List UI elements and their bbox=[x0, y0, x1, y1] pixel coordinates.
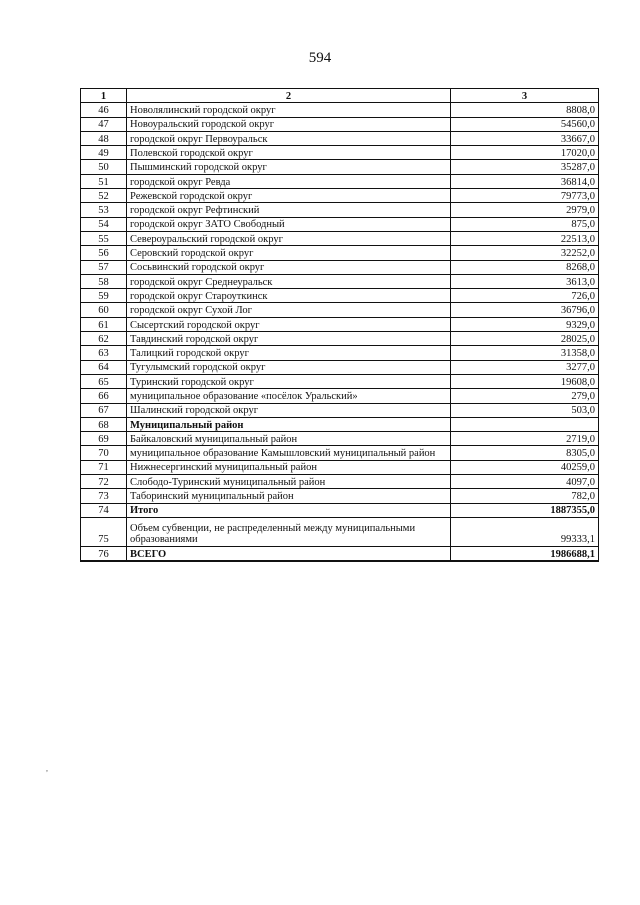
table-row bbox=[81, 217, 599, 231]
table-row bbox=[81, 346, 599, 360]
row-number-cell: 75 bbox=[81, 517, 127, 546]
row-number-cell: 50 bbox=[81, 160, 127, 174]
table-row bbox=[81, 174, 599, 188]
row-name-cell: Слободо-Туринский муниципальный район bbox=[127, 475, 451, 489]
row-value-cell: 782,0 bbox=[451, 489, 599, 503]
row-value-cell: 32252,0 bbox=[451, 246, 599, 260]
table-body bbox=[81, 103, 599, 561]
row-name-cell: Пышминский городской округ bbox=[127, 160, 451, 174]
row-value-cell: 279,0 bbox=[451, 389, 599, 403]
row-number-cell: 46 bbox=[81, 103, 127, 117]
table-row bbox=[81, 317, 599, 331]
row-value-cell: 40259,0 bbox=[451, 460, 599, 474]
row-number-cell: 58 bbox=[81, 274, 127, 288]
row-name-cell: Объем субвенции, не распределенный между муниципальными образованиями bbox=[127, 517, 451, 546]
row-value-cell: 8808,0 bbox=[451, 103, 599, 117]
row-number-cell: 74 bbox=[81, 503, 127, 517]
row-value-cell: 99333,1 bbox=[451, 517, 599, 546]
row-number-cell: 59 bbox=[81, 289, 127, 303]
table-row bbox=[81, 289, 599, 303]
row-number-cell: 52 bbox=[81, 189, 127, 203]
table-header-row bbox=[81, 89, 599, 103]
row-number-cell: 62 bbox=[81, 332, 127, 346]
subvention-table bbox=[80, 88, 599, 562]
row-number-cell: 65 bbox=[81, 374, 127, 388]
table-row bbox=[81, 389, 599, 403]
row-number-cell: 66 bbox=[81, 389, 127, 403]
row-value-cell: 9329,0 bbox=[451, 317, 599, 331]
row-value-cell: 4097,0 bbox=[451, 475, 599, 489]
row-value-cell: 726,0 bbox=[451, 289, 599, 303]
row-name-cell: Новоуральский городской округ bbox=[127, 117, 451, 131]
row-value-cell: 79773,0 bbox=[451, 189, 599, 203]
row-name-cell: городской округ ЗАТО Свободный bbox=[127, 217, 451, 231]
row-name-cell: городской округ Первоуральск bbox=[127, 131, 451, 145]
row-name-cell: Таборинский муниципальный район bbox=[127, 489, 451, 503]
row-value-cell: 875,0 bbox=[451, 217, 599, 231]
page-number: 594 bbox=[308, 50, 332, 66]
row-number-cell: 48 bbox=[81, 131, 127, 145]
row-number-cell: 72 bbox=[81, 475, 127, 489]
row-number-cell: 71 bbox=[81, 460, 127, 474]
table-row bbox=[81, 546, 599, 561]
table-row bbox=[81, 260, 599, 274]
row-value-cell: 31358,0 bbox=[451, 346, 599, 360]
row-number-cell: 68 bbox=[81, 417, 127, 431]
row-value-cell: 8305,0 bbox=[451, 446, 599, 460]
row-name-cell: Муниципальный район bbox=[127, 417, 451, 431]
row-number-cell: 67 bbox=[81, 403, 127, 417]
table-row bbox=[81, 274, 599, 288]
row-value-cell bbox=[451, 417, 599, 431]
row-number-cell: 76 bbox=[81, 546, 127, 561]
row-name-cell: Североуральский городской округ bbox=[127, 231, 451, 245]
scan-mark: , bbox=[46, 764, 48, 773]
table-row bbox=[81, 246, 599, 260]
row-number-cell: 53 bbox=[81, 203, 127, 217]
row-name-cell: муниципальное образование «посёлок Уральский» bbox=[127, 389, 451, 403]
row-number-cell: 54 bbox=[81, 217, 127, 231]
row-number-cell: 60 bbox=[81, 303, 127, 317]
table-row bbox=[81, 446, 599, 460]
row-name-cell: Итого bbox=[127, 503, 451, 517]
row-value-cell: 19608,0 bbox=[451, 374, 599, 388]
table-row bbox=[81, 475, 599, 489]
column-header-2: 2 bbox=[127, 89, 451, 103]
table-row bbox=[81, 460, 599, 474]
row-value-cell: 28025,0 bbox=[451, 332, 599, 346]
row-name-cell: городской округ Рефтинский bbox=[127, 203, 451, 217]
row-number-cell: 61 bbox=[81, 317, 127, 331]
row-number-cell: 47 bbox=[81, 117, 127, 131]
row-name-cell: ВСЕГО bbox=[127, 546, 451, 561]
row-name-cell: городской округ Сухой Лог bbox=[127, 303, 451, 317]
row-value-cell: 36814,0 bbox=[451, 174, 599, 188]
row-number-cell: 49 bbox=[81, 146, 127, 160]
row-number-cell: 56 bbox=[81, 246, 127, 260]
row-name-cell: Тугулымский городской округ bbox=[127, 360, 451, 374]
row-name-cell: Талицкий городской округ bbox=[127, 346, 451, 360]
row-name-cell: Новолялинский городской округ bbox=[127, 103, 451, 117]
row-name-cell: Режевской городской округ bbox=[127, 189, 451, 203]
row-name-cell: муниципальное образование Камышловский муниципальный район bbox=[127, 446, 451, 460]
table-row bbox=[81, 360, 599, 374]
column-header-3: 3 bbox=[451, 89, 599, 103]
table-row bbox=[81, 374, 599, 388]
row-name-cell: Сысертский городской округ bbox=[127, 317, 451, 331]
row-value-cell: 17020,0 bbox=[451, 146, 599, 160]
row-value-cell: 503,0 bbox=[451, 403, 599, 417]
table-row bbox=[81, 160, 599, 174]
table-row bbox=[81, 231, 599, 245]
row-name-cell: Нижнесергинский муниципальный район bbox=[127, 460, 451, 474]
row-name-cell: городской округ Среднеуральск bbox=[127, 274, 451, 288]
row-name-cell: городской округ Староуткинск bbox=[127, 289, 451, 303]
row-value-cell: 2719,0 bbox=[451, 432, 599, 446]
row-number-cell: 63 bbox=[81, 346, 127, 360]
table-row bbox=[81, 103, 599, 117]
table-row bbox=[81, 503, 599, 517]
row-name-cell: городской округ Ревда bbox=[127, 174, 451, 188]
row-number-cell: 64 bbox=[81, 360, 127, 374]
row-value-cell: 1887355,0 bbox=[451, 503, 599, 517]
table-row bbox=[81, 332, 599, 346]
row-value-cell: 36796,0 bbox=[451, 303, 599, 317]
row-number-cell: 51 bbox=[81, 174, 127, 188]
row-number-cell: 70 bbox=[81, 446, 127, 460]
row-number-cell: 57 bbox=[81, 260, 127, 274]
row-name-cell: Шалинский городской округ bbox=[127, 403, 451, 417]
table-row bbox=[81, 517, 599, 546]
row-name-cell: Полевской городской округ bbox=[127, 146, 451, 160]
row-value-cell: 2979,0 bbox=[451, 203, 599, 217]
row-value-cell: 3613,0 bbox=[451, 274, 599, 288]
table-row bbox=[81, 403, 599, 417]
row-value-cell: 33667,0 bbox=[451, 131, 599, 145]
row-name-cell: Серовский городской округ bbox=[127, 246, 451, 260]
table-row bbox=[81, 146, 599, 160]
table-row bbox=[81, 203, 599, 217]
row-value-cell: 54560,0 bbox=[451, 117, 599, 131]
table-row bbox=[81, 131, 599, 145]
row-number-cell: 55 bbox=[81, 231, 127, 245]
table-row bbox=[81, 489, 599, 503]
row-number-cell: 73 bbox=[81, 489, 127, 503]
row-value-cell: 3277,0 bbox=[451, 360, 599, 374]
table-row bbox=[81, 417, 599, 431]
row-value-cell: 8268,0 bbox=[451, 260, 599, 274]
table-row bbox=[81, 189, 599, 203]
row-name-cell: Тавдинский городской округ bbox=[127, 332, 451, 346]
row-name-cell: Туринский городской округ bbox=[127, 374, 451, 388]
row-name-cell: Байкаловский муниципальный район bbox=[127, 432, 451, 446]
row-value-cell: 35287,0 bbox=[451, 160, 599, 174]
table-row bbox=[81, 432, 599, 446]
row-value-cell: 22513,0 bbox=[451, 231, 599, 245]
row-value-cell: 1986688,1 bbox=[451, 546, 599, 561]
row-name-cell: Сосьвинский городской округ bbox=[127, 260, 451, 274]
table-row bbox=[81, 303, 599, 317]
column-header-1: 1 bbox=[81, 89, 127, 103]
row-number-cell: 69 bbox=[81, 432, 127, 446]
table-row bbox=[81, 117, 599, 131]
